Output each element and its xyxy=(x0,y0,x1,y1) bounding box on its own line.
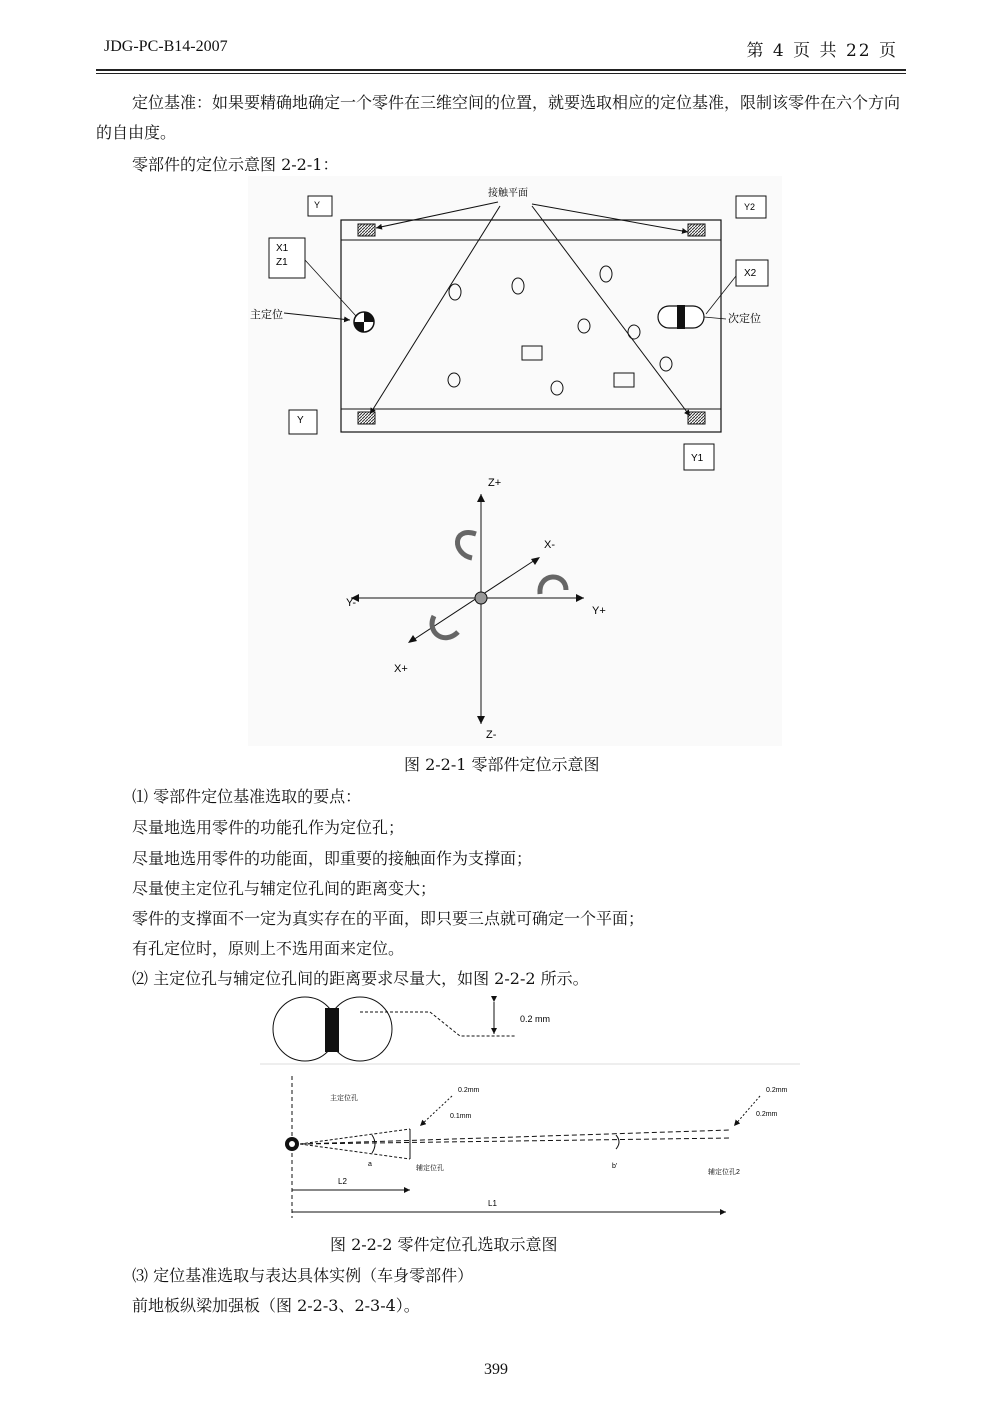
top-right-label: 0.2mm xyxy=(766,1087,788,1094)
box-x1-label: X1 xyxy=(276,243,289,254)
right-mid-label: 0.2mm xyxy=(756,1111,778,1118)
contact-pad xyxy=(358,224,375,236)
figure-2-2-2 xyxy=(260,992,800,1228)
mid-label: 0.1mm xyxy=(450,1113,472,1120)
section1-title: ⑴ 零部件定位基准选取的要点： xyxy=(132,787,362,806)
point-2: 尽量地选用零件的功能面，即重要的接触面作为支撑面； xyxy=(132,849,533,868)
z-plus-label: Z+ xyxy=(488,477,502,489)
pin-slot xyxy=(325,1008,339,1052)
figure-2-2-1 xyxy=(248,176,782,746)
box-y1-label: Y1 xyxy=(691,453,704,464)
point-5: 有孔定位时，原则上不选用面来定位。 xyxy=(132,939,405,958)
y-minus-label: Y- xyxy=(346,597,356,609)
contact-plane-label: 接触平面 xyxy=(488,188,528,199)
top-left-label: 0.2mm xyxy=(458,1087,480,1094)
section3-line: 前地板纵梁加强板（图 2-2-3、2-3-4）。 xyxy=(132,1296,420,1315)
figure2-caption: 图 2-2-2 零件定位孔选取示意图 xyxy=(330,1235,558,1254)
x-plus-label: X+ xyxy=(394,663,408,675)
dim-label: 0.2 mm xyxy=(520,1014,551,1024)
box-y-label: Y xyxy=(314,200,321,210)
section2-title: ⑵ 主定位孔与辅定位孔间的距离要求尽量大，如图 2-2-2 所示。 xyxy=(132,969,589,988)
box-z1-label: Z1 xyxy=(276,257,288,268)
y-plus-label: Y+ xyxy=(592,605,606,617)
z-minus-label: Z- xyxy=(486,729,497,741)
angle-a-label: a xyxy=(368,1161,372,1168)
document-code: JDG-PC-B14-2007 xyxy=(104,38,228,55)
header-rule-thin xyxy=(96,73,906,74)
origin xyxy=(475,592,487,604)
contact-pad xyxy=(688,412,705,424)
box-y-bottom-label: Y xyxy=(297,415,304,426)
figure1-intro: 零部件的定位示意图 2-2-1： xyxy=(132,155,339,174)
intro-paragraph: 定位基准：如果要精确地确定一个零件在三维空间的位置，就要选取相应的定位基准，限制该零件在六个方向的自由度。 xyxy=(96,93,901,142)
sub-hole2-label: 辅定位孔2 xyxy=(708,1169,740,1176)
section3-title: ⑶ 定位基准选取与表达具体实例（车身零部件） xyxy=(132,1266,474,1285)
point-1: 尽量地选用零件的功能孔作为定位孔； xyxy=(132,818,405,837)
contact-pad xyxy=(688,224,705,236)
l2-label: L2 xyxy=(338,1177,347,1186)
point-3: 尽量使主定位孔与辅定位孔间的距离变大； xyxy=(132,879,437,898)
header-rule xyxy=(96,69,906,71)
sub-locator-label: 次定位 xyxy=(728,313,761,325)
box-y2-label: Y2 xyxy=(744,202,756,212)
box-x2-label: X2 xyxy=(744,268,757,279)
page-info: 第 4 页 共 22 页 xyxy=(746,41,898,61)
page-number: 399 xyxy=(484,1361,508,1378)
main-hole-label: 主定位孔 xyxy=(330,1095,358,1102)
main-locator-label: 主定位 xyxy=(250,309,283,321)
figure1-caption: 图 2-2-1 零部件定位示意图 xyxy=(404,755,600,774)
x-minus-label: X- xyxy=(544,539,555,551)
l1-label: L1 xyxy=(488,1199,497,1208)
angle-b-label: b' xyxy=(612,1163,618,1170)
contact-pad xyxy=(358,412,375,424)
sub-hole-label: 辅定位孔 xyxy=(416,1165,444,1172)
point-4: 零件的支撑面不一定为真实存在的平面，即只要三点就可确定一个平面； xyxy=(132,909,645,928)
